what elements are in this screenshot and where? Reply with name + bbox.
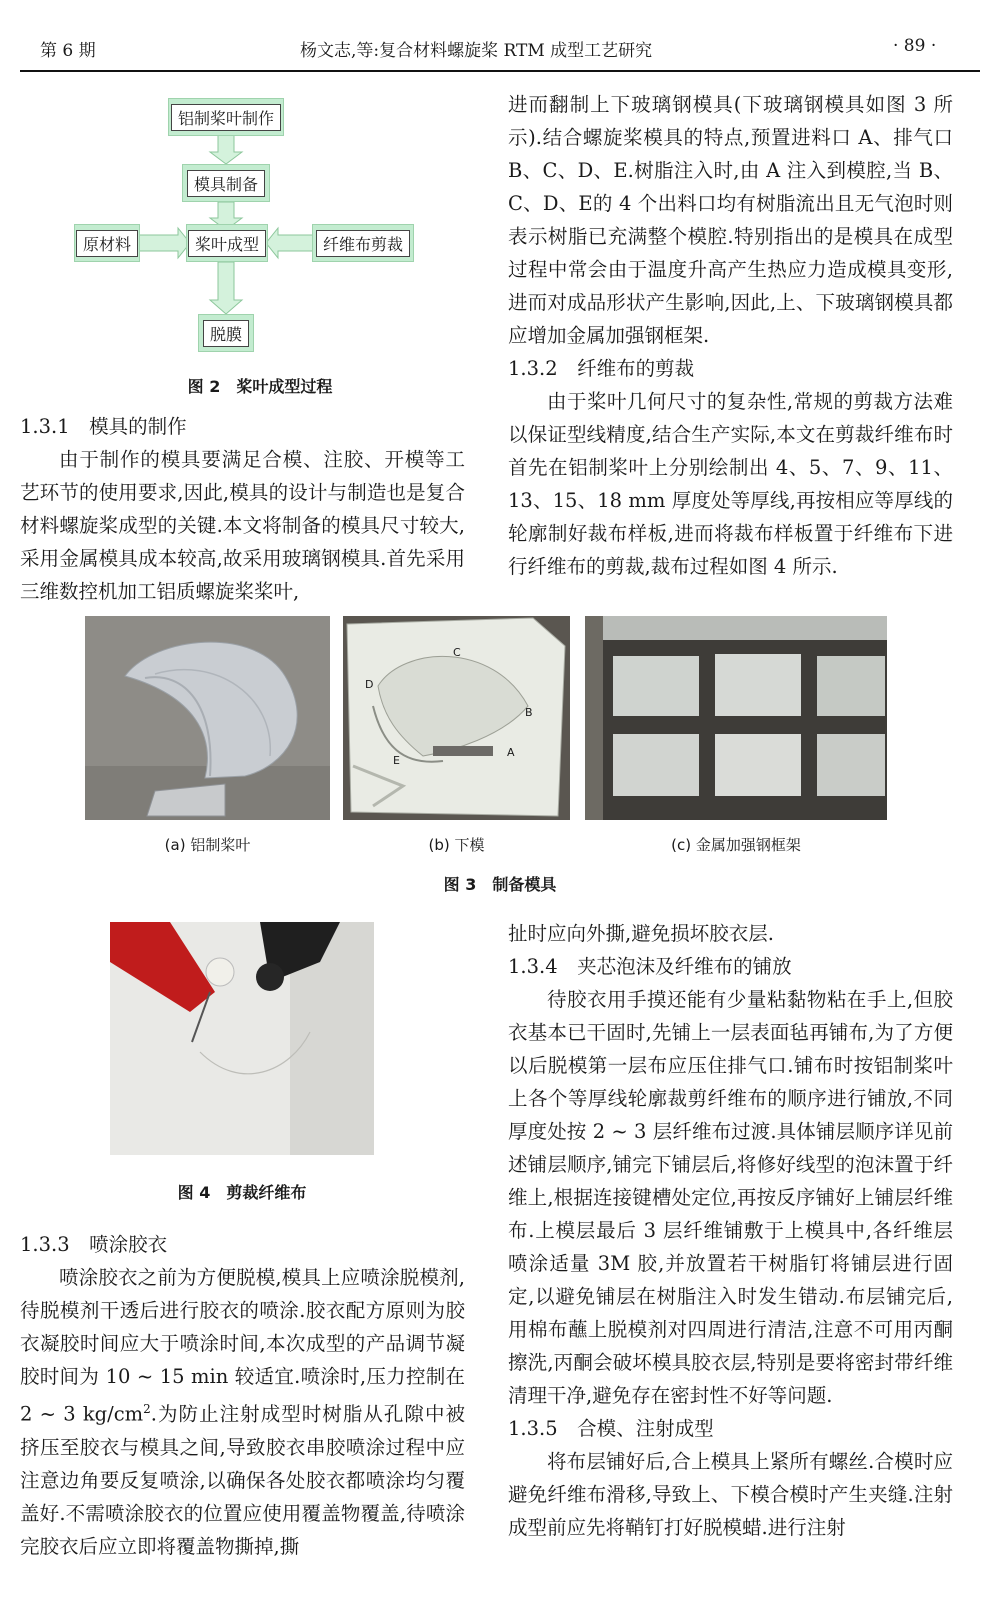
paragraph-gelcoat: 喷涂胶衣之前为方便脱模,模具上应喷涂脱模剂,待脱模剂干透后进行胶衣的喷涂.胶衣配方原则为胶衣凝胶时间应大于喷涂时间,本次成型的产品调节凝胶时间为 10 ~ 15 min 较适宜.喷涂时,压力控制在 2 ~ 3 $kg/cm^2$.为防止注射成型时树脂从孔隙中被挤压至胶衣与模具之间,导致胶衣串胶喷涂过程中应注意边角要反复喷涂,以确保各处胶衣都喷涂均匀覆盖好.不需喷涂胶衣的位置应使用覆盖物覆盖,待喷涂完胶衣后应立即将覆盖物撕掉,撕 bbox=[20, 1266, 466, 1558]
figure-2-flowchart bbox=[60, 90, 460, 360]
page-number: · 89 · bbox=[893, 36, 937, 56]
superscript-2: 2 bbox=[143, 1402, 151, 1416]
section-title-1-3-5: 1.3.5 合模、注射成型 bbox=[508, 1417, 714, 1440]
figure-3b-caption: (b) 下模 bbox=[428, 836, 485, 854]
left-column-top bbox=[20, 410, 465, 608]
arrow-left-to-center bbox=[138, 228, 190, 258]
photo-steel-frame bbox=[585, 616, 887, 820]
flow-node-raw-material: 原材料 bbox=[74, 224, 140, 262]
arrow-right-to-center bbox=[266, 228, 318, 258]
arrow-center-to-bottom bbox=[210, 262, 242, 314]
flow-node-mold-prep: 模具制备 bbox=[182, 164, 270, 202]
flow-node-fiber-cutting: 纤维布剪裁 bbox=[312, 224, 414, 262]
section-title-1-3-3: 1.3.3 喷涂胶衣 bbox=[20, 1233, 168, 1256]
mold-label-d: D bbox=[365, 678, 374, 691]
flow-node-demold: 脱膜 bbox=[198, 314, 254, 352]
photo-aluminum-blade bbox=[85, 616, 330, 820]
figure-4-caption: 图 4 剪裁纤维布 bbox=[177, 1183, 307, 1202]
figure-3a-caption: (a) 铝制桨叶 bbox=[164, 836, 251, 854]
section-title-1-3-1: 1.3.1 模具的制作 bbox=[20, 415, 187, 438]
mold-label-e: E bbox=[393, 754, 400, 767]
paragraph-mold-making: 由于制作的模具要满足合模、注胶、开模等工艺环节的使用要求,因此,模具的设计与制造也是复合材料螺旋桨成型的关键.本文将制备的模具尺寸较大,采用金属模具成本较高,故采用玻璃钢模具.首先采用三维数控机加工铝质螺旋桨桨叶, bbox=[20, 448, 465, 603]
header-rule bbox=[20, 70, 980, 72]
mold-label-c: C bbox=[453, 646, 461, 659]
flow-node-blade-making: 铝制桨叶制作 bbox=[168, 98, 284, 136]
mold-label-a: A bbox=[507, 746, 515, 759]
mold-label-b: B bbox=[525, 706, 533, 719]
section-title-1-3-4: 1.3.4 夹芯泡沫及纤维布的铺放 bbox=[508, 955, 792, 978]
right-column-bottom bbox=[508, 917, 953, 1544]
running-title: 杨文志,等:复合材料螺旋桨 RTM 成型工艺研究 bbox=[300, 41, 653, 61]
right-column-top bbox=[508, 88, 953, 583]
paragraph-injection: 将布层铺好后,合上模具上紧所有螺丝.合模时应避免纤维布滑移,导致上、下模合模时产生夹缝.注射成型前应先将鞘钉打好脱模蜡.进行注射 bbox=[508, 1450, 953, 1539]
figure-3-caption: 图 3 制备模具 bbox=[443, 875, 557, 894]
paragraph-fiber-cutting: 由于桨叶几何尺寸的复杂性,常规的剪裁方法难以保证型线精度,结合生产实际,本文在剪裁纤维布时首先在铝制桨叶上分别绘制出 4、5、7、9、11、13、15、18 mm 厚度处等厚线,再按相应等厚线的轮廓制好裁布样板,进而将裁布样板置于纤维布下进行纤维布的剪裁,裁布过程如图 4 所示. bbox=[508, 390, 953, 578]
figure-3c-caption: (c) 金属加强钢框架 bbox=[671, 836, 801, 854]
figure-2-caption: 图 2 桨叶成型过程 bbox=[187, 377, 333, 396]
paragraph-mold-continued: 进而翻制上下玻璃钢模具(下玻璃钢模具如图 3 所示).结合螺旋桨模具的特点,预置进料口 A、排气口 B、C、D、E.树脂注入时,由 A 注入到模腔,当 B、C、D、E的 4 个出料口均有树脂流出且无气泡时则表示树脂已充满整个模腔.特别指出的是模具在成型过程中常会由于温度升高产生热应力造成模具变形,进而对成品形状产生影响,因此,上、下玻璃钢模具都应增加金属加强钢框架. bbox=[508, 93, 953, 347]
paragraph-gelcoat-continued: 扯时应向外撕,避免损坏胶衣层. bbox=[508, 922, 774, 945]
photo-fiber-cutting bbox=[110, 922, 374, 1155]
left-column-bottom bbox=[20, 1228, 465, 1563]
arrow-top-to-mold bbox=[210, 135, 242, 164]
issue-number: 第 6 期 bbox=[40, 41, 96, 61]
flow-node-blade-forming: 桨叶成型 bbox=[186, 224, 268, 262]
photo-lower-mold bbox=[343, 616, 570, 820]
section-title-1-3-2: 1.3.2 纤维布的剪裁 bbox=[508, 357, 695, 380]
paragraph-layup: 待胶衣用手摸还能有少量粘黏物粘在手上,但胶衣基本已干固时,先铺上一层表面毡再铺布,为了方便以后脱模第一层布应压住排气口.铺布时按铝制桨叶上各个等厚线轮廓裁剪纤维布的顺序进行铺放,不同厚度处按 2 ~ 3 层纤维布过渡.具体铺层顺序详见前述铺层顺序,铺完下铺层后,将修好线型的泡沫置于纤维上,根据连接键槽处定位,再按反序铺好上铺层纤维布.上模层最后 3 层纤维铺敷于上模具中,各纤维层喷涂适量 3M 胶,并放置若干树脂钉将铺层进行固定,以避免铺层在树脂注入时发生错动.布层铺完后,用棉布蘸上脱模剂对四周进行清洁,注意不可用丙酮擦洗,丙酮会破坏模具胶衣层,特别是要将密封带纤维清理干净,避免存在密封性不好等问题. bbox=[508, 988, 953, 1407]
